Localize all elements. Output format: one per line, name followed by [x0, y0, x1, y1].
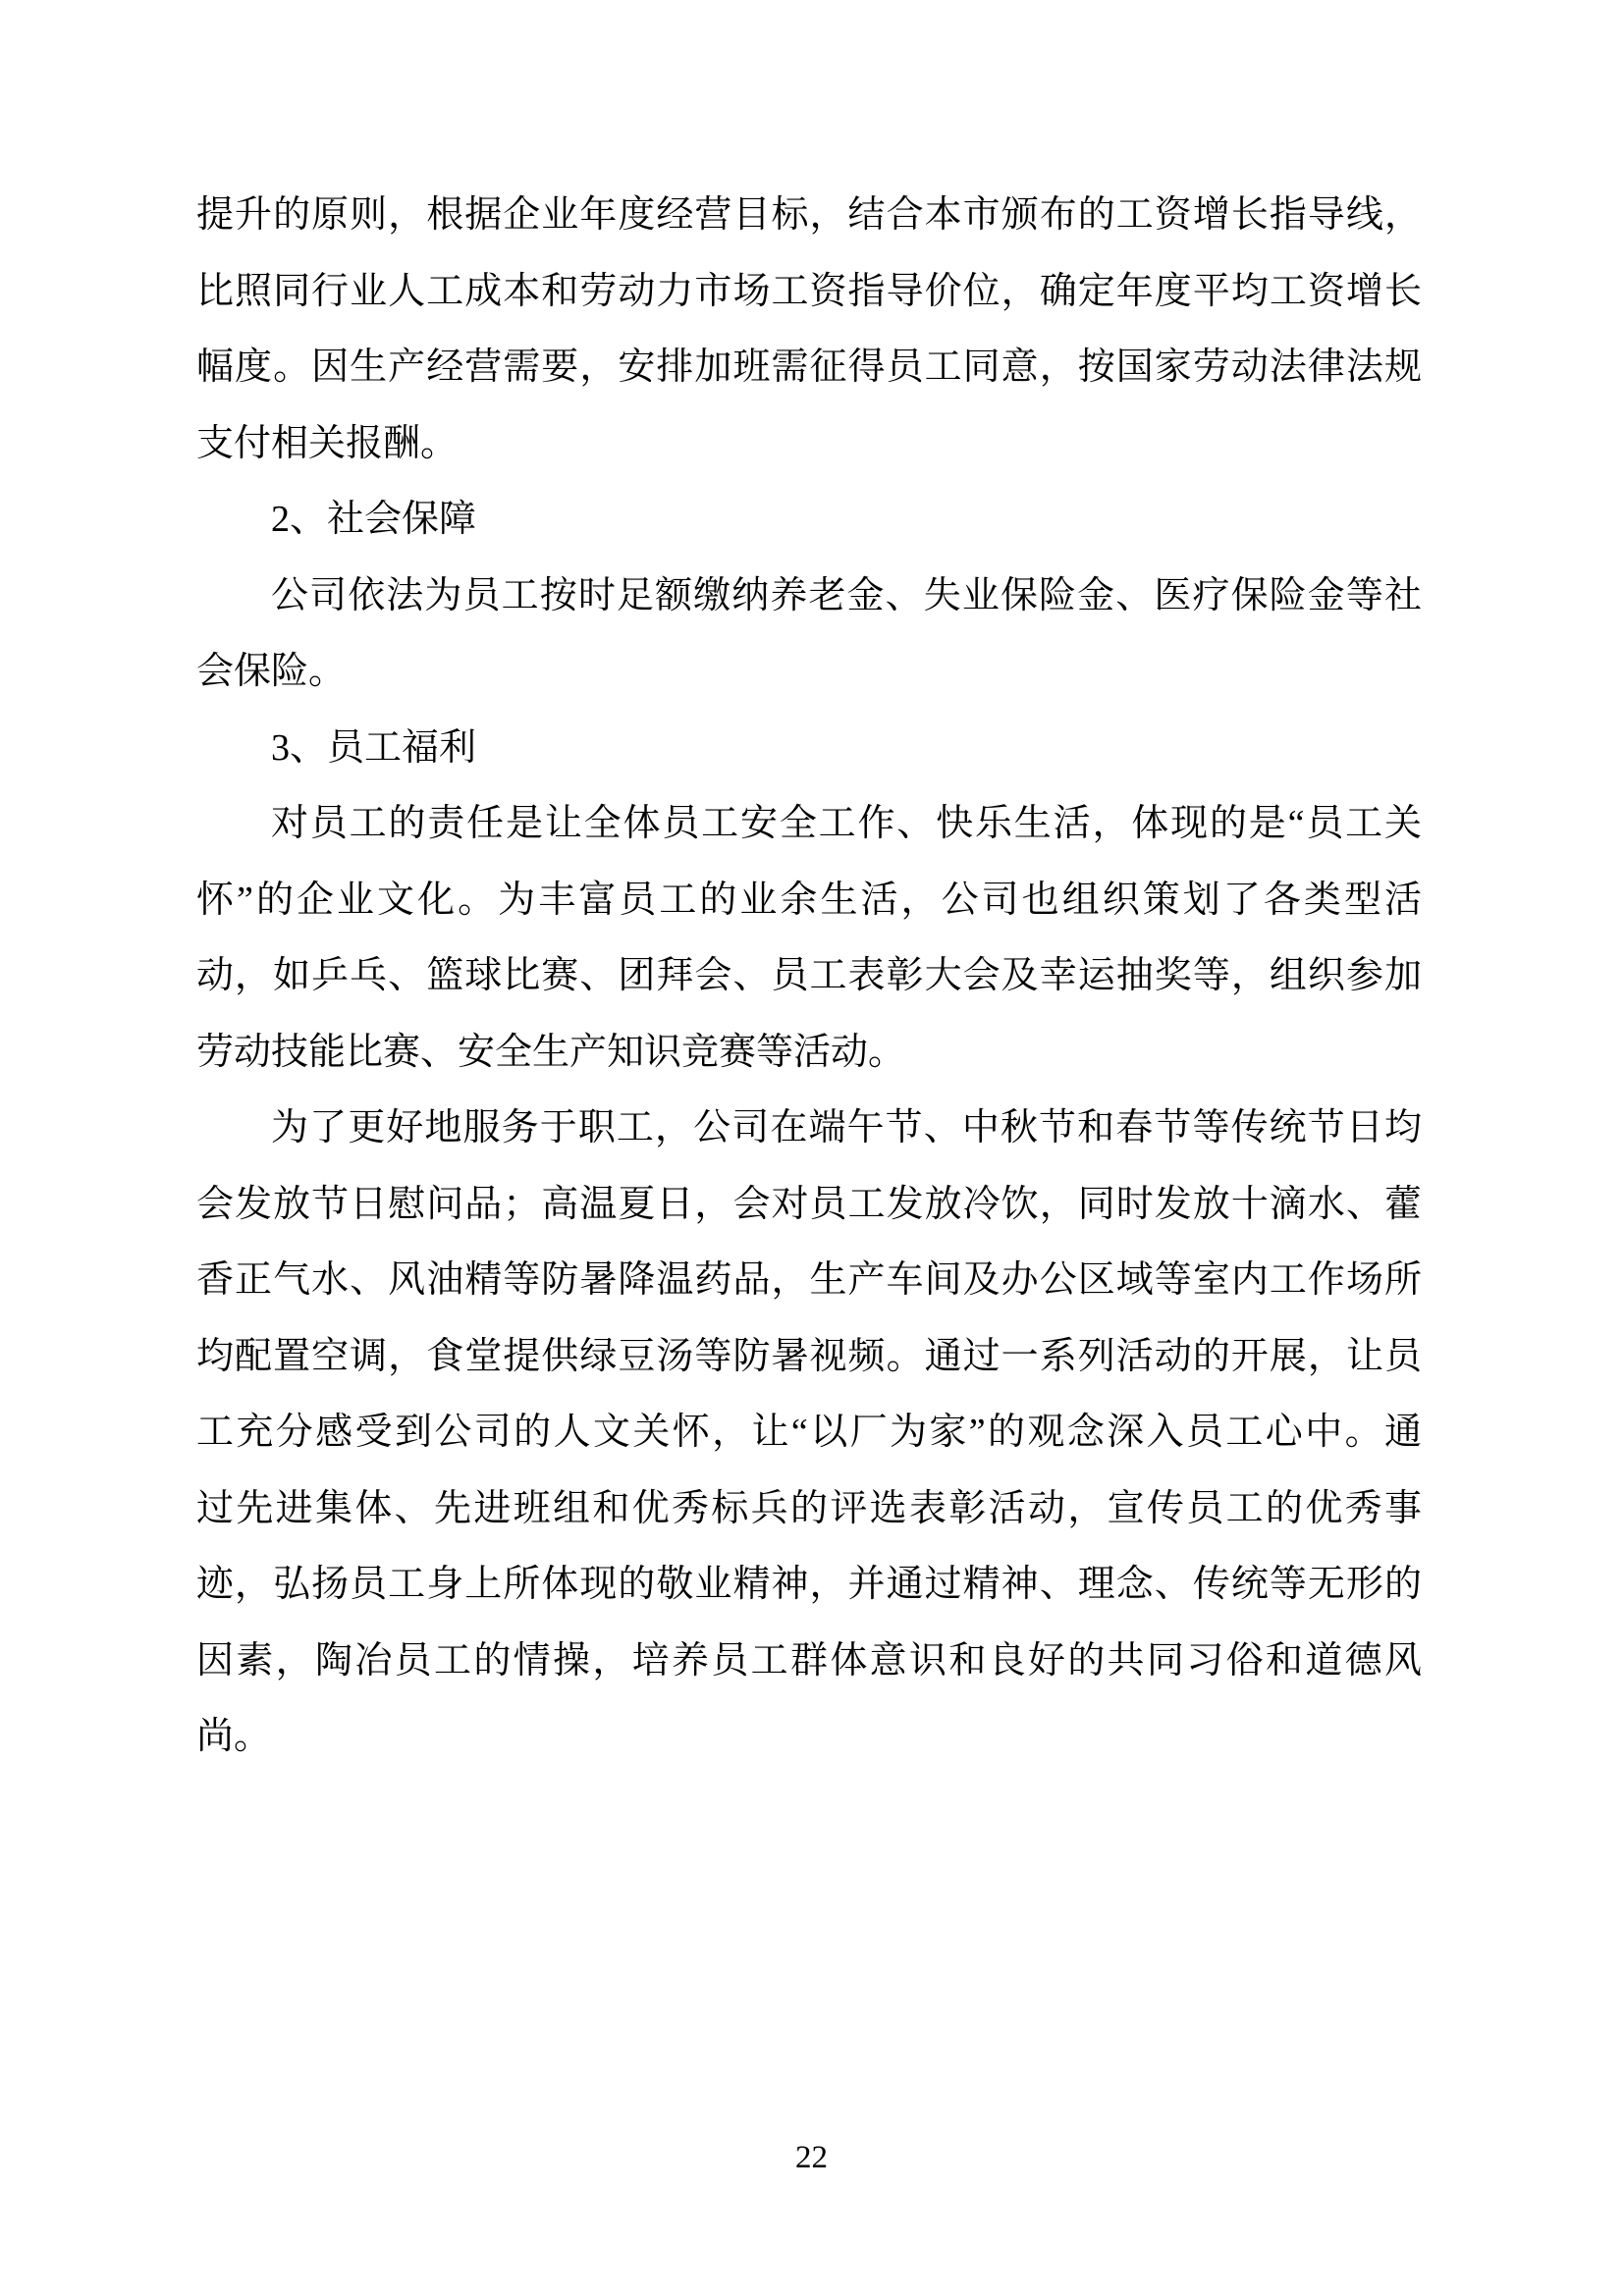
body-line: 动，如乒乓、篮球比赛、团拜会、员工表彰大会及幸运抽奖等，组织参加	[196, 955, 1422, 996]
body-line: 尚。	[196, 1716, 272, 1757]
body-line: 过先进集体、先进班组和优秀标兵的评选表彰活动，宣传员工的优秀事	[196, 1487, 1422, 1529]
body-line: 对员工的责任是让全体员工安全工作、快乐生活，体现的是“员工关	[271, 803, 1422, 844]
body-line: 香正气水、风油精等防暑降温药品，生产车间及办公区域等室内工作场所	[196, 1259, 1422, 1301]
heading-employee-welfare: 3、员工福利	[271, 726, 477, 769]
body-line: 支付相关报酬。	[196, 422, 459, 464]
body-line: 公司依法为员工按时足额缴纳养老金、失业保险金、医疗保险金等社	[271, 574, 1422, 616]
body-line: 比照同行业人工成本和劳动力市场工资指导价位，确定年度平均工资增长	[196, 270, 1422, 312]
body-line: 幅度。因生产经营需要，安排加班需征得员工同意，按国家劳动法律法规	[196, 347, 1422, 388]
body-line: 因素，陶冶员工的情操，培养员工群体意识和良好的共同习俗和道德风	[196, 1639, 1422, 1682]
body-line: 均配置空调，食堂提供绿豆汤等防暑视频。通过一系列活动的开展，让员	[196, 1335, 1422, 1377]
body-line: 迹，弘扬员工身上所体现的敬业精神，并通过精神、理念、传统等无形的	[196, 1564, 1422, 1605]
body-line: 怀”的企业文化。为丰富员工的业余生活，公司也组织策划了各类型活	[196, 879, 1422, 921]
page-number: 22	[795, 2140, 828, 2175]
body-line: 劳动技能比赛、安全生产知识竞赛等活动。	[196, 1031, 906, 1073]
heading-social-security: 2、社会保障	[271, 499, 477, 540]
body-line: 为了更好地服务于职工，公司在端午节、中秋节和春节等传统节日均	[271, 1107, 1422, 1148]
body-line: 会保险。	[196, 651, 347, 692]
body-line: 提升的原则，根据企业年度经营目标，结合本市颁布的工资增长指导线，	[196, 194, 1422, 236]
body-line: 会发放节日慰问品；高温夏日，会对员工发放冷饮，同时发放十滴水、藿	[196, 1183, 1422, 1225]
body-line: 工充分感受到公司的人文关怀，让“以厂为家”的观念深入员工心中。通	[196, 1412, 1422, 1453]
document-body	[196, 178, 1422, 1776]
